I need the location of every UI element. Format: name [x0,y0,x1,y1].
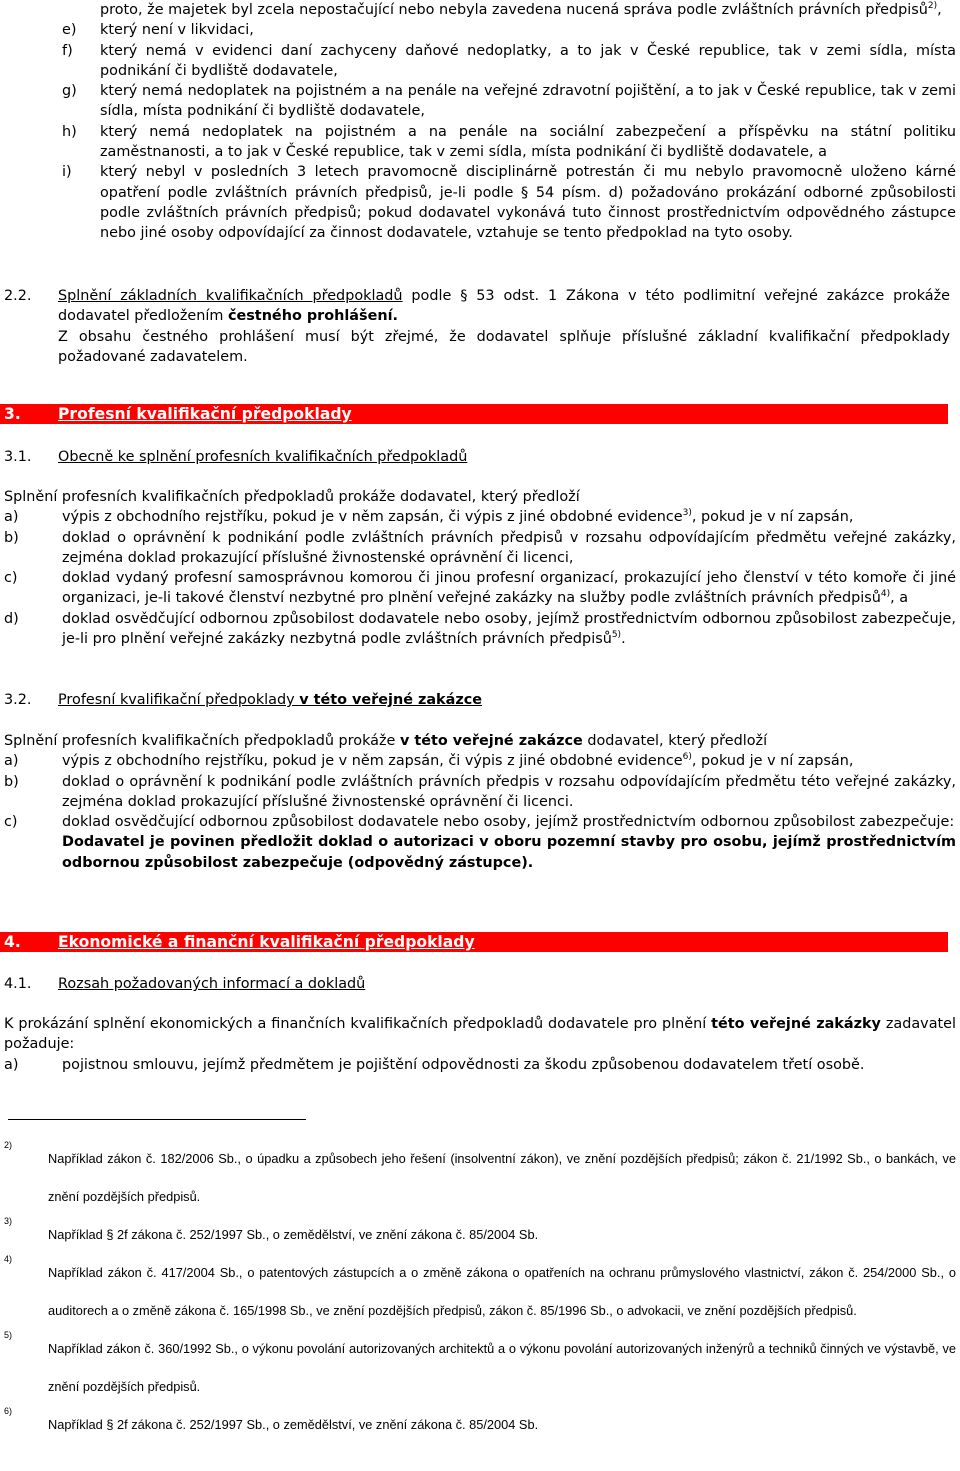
list-item-text: který nemá nedoplatek na pojistném a na penále na veřejné zdravotní pojištění, a to jak v České republice, tak v zemi sídla, místa podnikání či bydliště dodavatele, [100,83,956,120]
section-3-2-heading [0,690,950,710]
section-2-2-number: 2.2. [4,288,32,304]
list-item-label: a) [4,509,19,526]
list-item [6,81,956,122]
footnote-text: Například zákon č. 182/2006 Sb., o úpadku a způsobech jeho řešení (insolventní zákon), ve znění pozdějších předpisů; zákon č. 21/1992 Sb., o bankách, ve znění pozdějších předpisů. [48,1151,956,1204]
section-2-2 [0,286,950,367]
footnote-mark: 3) [4,1216,13,1226]
list-item [4,751,956,771]
list-item [4,1055,956,1075]
list-item-label: c) [4,814,18,831]
section-3-number: 3. [4,405,21,423]
list-item-label: e) [62,22,77,39]
list-item [4,609,956,650]
list-item-text: který nemá nedoplatek na pojistném a na penále na sociální zabezpečení a příspěvku na státní politiku zaměstnanosti, a to jak v České republice, tak v zemi sídla, místa podnikání či bydliště dodavatele, a [100,123,956,161]
footnote [0,1330,960,1406]
list-item-label [62,0,100,20]
section-3-1-number: 3.1. [4,449,32,465]
list-item [4,812,956,873]
list-item [4,568,956,609]
footnote [0,1216,960,1254]
section-4-1-number: 4.1. [4,976,32,992]
footnote-text: Například § 2f zákona č. 252/1997 Sb., o zemědělství, ve znění zákona č. 85/2004 Sb. [48,1417,539,1432]
list-item-text: pojistnou smlouvu, jejímž předmětem je pojištění odpovědnosti za škodu způsobenou dodavatelem třetí osobě. [62,1056,865,1073]
list-item-text: doklad osvědčující odbornou způsobilost dodavatele nebo osoby, jejímž prostřednictvím odbornou způsobilost zabezpečuje: Dodavatel je povinen předložit doklad o autorizaci v oboru pozemní stavby pro osobu, jejímž prostřednictvím odbornou způsobilost zabezpečuje (odpovědný zástupce). [62,814,956,871]
section-3-1-heading [0,447,950,467]
list-item [6,41,956,82]
list-item-label: a) [4,753,19,770]
list-item-text: který nemá v evidenci daní zachyceny daňové nedoplatky, a to jak v České republice, tak v zemi sídla, místa podnikání či bydliště dodavatele, [100,42,956,79]
section-4-heading [0,932,948,952]
footnote-mark: 5) [4,1330,13,1340]
footnote-text: Například zákon č. 360/1992 Sb., o výkonu povolání autorizovaných architektů a o výkonu povolání autorizovaných inženýrů a techniků činných ve výstavbě, ve znění pozdějších předpisů. [48,1341,956,1394]
section-3-2-intro: Splnění profesních kvalifikačních předpokladů prokáže v této veřejné zakázce dodavatel, který předloží [4,733,768,749]
list-item-label: c) [4,570,18,587]
list-item [6,20,956,40]
list-item-label: g) [62,83,77,100]
section-2-2-note: Z obsahu čestného prohlášení musí být zřejmé, že dodavatel splňuje příslušné základní kvalifikační předpoklady požadované zadavatelem. [58,328,950,365]
list-item-label: i) [62,164,72,181]
footnotes [0,1140,960,1444]
list-item-text: doklad osvědčující odbornou způsobilost dodavatele nebo osoby, jejímž prostřednictvím odbornou způsobilost zabezpečuje, je-li pro plnění veřejné zakázky nezbytná podle zvláštních právních předpisů$^{5)}$. [62,610,956,648]
list-item-text: doklad o oprávnění k podnikání podle zvláštních právních předpisů v rozsahu odpovídajícím předmětu veřejné zakázky, zejména doklad prokazující příslušné živnostenské oprávnění či licenci, [62,529,956,566]
section-3-2-body [4,731,956,873]
footnote [0,1406,960,1444]
section-3-heading [0,404,948,424]
section-4-1-heading [0,974,950,994]
list-item-label: d) [4,610,19,627]
footnote-mark: 4) [4,1254,13,1264]
top-list [6,0,956,244]
section-3-1-title: Obecně ke splnění profesních kvalifikačních předpokladů [58,449,468,465]
footnote-mark: 2) [4,1140,13,1150]
list-item-label: b) [4,773,19,790]
list-item-text: doklad o oprávnění k podnikání podle zvláštních právních předpis v rozsahu odpovídajícím předmětu této veřejné zakázky, zejména doklad prokazující příslušné živnostenské oprávnění či licenci. [62,773,956,810]
section-3-1-intro: Splnění profesních kvalifikačních předpokladů prokáže dodavatel, který předloží [4,489,580,505]
list-item-label: h) [62,123,77,140]
section-4-1-title: Rozsah požadovaných informací a dokladů [58,976,366,992]
section-4-number: 4. [4,933,21,951]
list-item-text: který není v likvidaci, [100,22,254,39]
section-3-2-list [4,751,956,873]
footnote [0,1140,960,1216]
section-3-1-list [4,507,956,649]
footnote-text: Například zákon č. 417/2004 Sb., o patentových zástupcích a o změně zákona o opatřeních na ochranu průmyslového vlastnictví, zákon č. 254/2000 Sb., o auditorech a o změně zákona č. 165/1998 Sb., ve znění pozdějších předpisů, zákon č. 85/1996 Sb., o advokacii, ve znění pozdějších předpisů. [48,1265,956,1318]
list-item-text: výpis z obchodního rejstříku, pokud je v něm zapsán, či výpis z jiné obdobné evidence$^{3)}$, pokud je v ní zapsán, [62,508,854,526]
list-item-text: doklad vydaný profesní samosprávnou komorou či jinou profesní organizací, prokazující jeho členství v této komoře či jiné organizaci, je-li takové členství nezbytné pro plnění veřejné zakázky na služby podle zvláštních právních předpisů$^{4)}$, a [62,570,956,607]
list-item [6,0,956,20]
list-item-text: proto, že majetek byl zcela nepostačující nebo nebyla zavedena nucená správa podle zvláštních právních předpisů$^{2)}$, [100,1,942,18]
section-4-title: Ekonomické a finanční kvalifikační předpoklady [58,933,475,951]
list-item-label: b) [4,529,19,546]
list-item-label: a) [4,1056,19,1073]
section-3-2-number: 3.2. [4,692,32,708]
list-item [4,507,956,527]
list-item-text: který nebyl v posledních 3 letech pravomocně disciplinárně potrestán či mu nebylo pravomocně uloženo kárné opatření podle zvláštních právních předpisů, je-li podle § 54 písm. d) požadováno prokázání odborné způsobilosti podle zvláštních právních předpisů; pokud dodavatel vykonává tuto činnost prostřednictvím odpovědného zástupce nebo jiné osoby odpovídající za činnost dodavatele, vztahuje se tento předpoklad na tyto osoby. [100,164,956,242]
list-item [6,162,956,243]
list-item-text: výpis z obchodního rejstříku, pokud je v něm zapsán, či výpis z jiné obdobné evidence$^{6)}$, pokud je v ní zapsán, [62,752,854,770]
footnote-separator [8,1119,306,1120]
section-4-1-body [4,1014,956,1075]
section-3-title: Profesní kvalifikační předpoklady [58,405,352,423]
list-item [4,772,956,813]
list-item-label: f) [62,42,73,59]
footnote [0,1254,960,1330]
section-3-2-title: Profesní kvalifikační předpoklady v této veřejné zakázce [58,692,483,708]
footnote-text: Například § 2f zákona č. 252/1997 Sb., o zemědělství, ve znění zákona č. 85/2004 Sb. [48,1227,539,1242]
list-item [6,122,956,163]
section-3-1-body [4,487,956,649]
list-item [4,528,956,569]
footnote-mark: 6) [4,1406,13,1416]
section-4-1-intro: K prokázání splnění ekonomických a finančních kvalifikačních předpokladů dodavatele pro plnění této veřejné zakázky zadavatel požaduje: [4,1016,957,1053]
section-2-2-text: Splnění základních kvalifikačních předpokladů podle § 53 odst. 1 Zákona v této podlimitní veřejné zakázce prokáže dodavatel předložením čestného prohlášení. [58,288,950,325]
section-4-1-list [4,1055,956,1075]
